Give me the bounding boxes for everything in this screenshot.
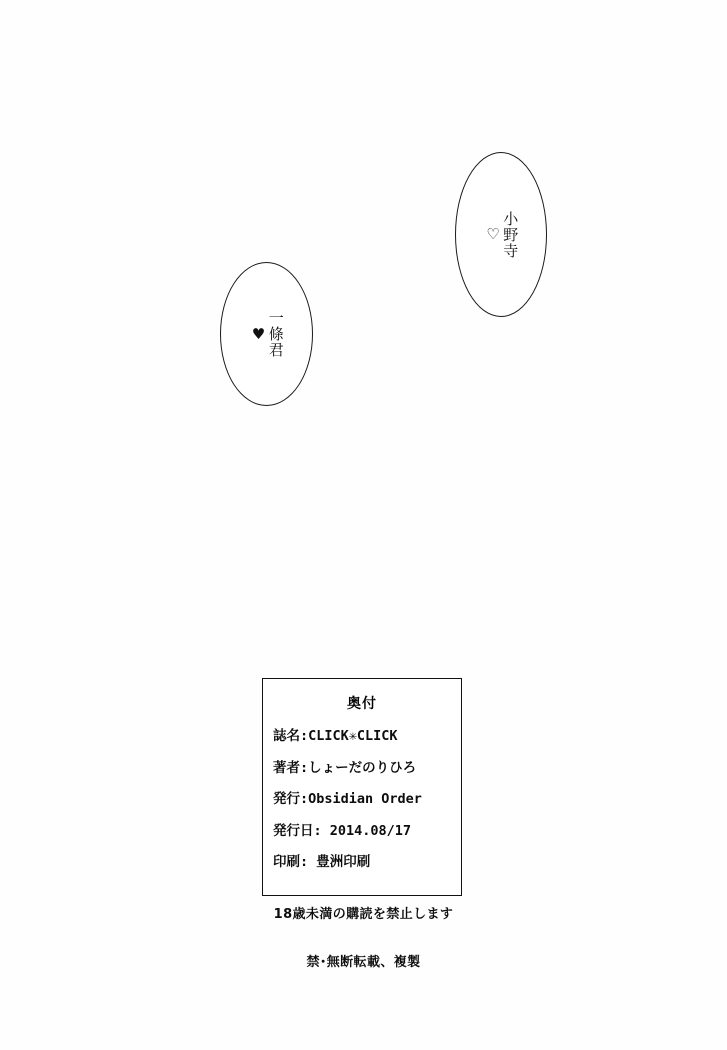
colophon-line-publisher: 発行:Obsidian Order bbox=[273, 791, 422, 807]
speech-bubble-ichijou bbox=[220, 262, 313, 406]
speech-bubble-ichijou-text: 一條君 ♥ bbox=[249, 310, 285, 358]
age-restriction-notice: 18歳未満の購読を禁止します bbox=[273, 907, 454, 922]
speech-bubble-onodera bbox=[455, 152, 547, 317]
copyright-notice: 禁･無断転載、複製 bbox=[306, 955, 421, 970]
colophon-line-publish-date: 発行日: 2014.08/17 bbox=[273, 822, 412, 839]
colophon-title: 奥付 bbox=[347, 696, 377, 712]
colophon-line-list bbox=[263, 730, 461, 870]
colophon-line-author: 著者:しょーだのりひろ bbox=[273, 759, 417, 776]
colophon-line-printer: 印刷: 豊洲印刷 bbox=[273, 854, 371, 870]
colophon-line-magazine-name: 誌名:CLICK✳CLICK bbox=[273, 728, 398, 744]
colophon-box bbox=[262, 678, 462, 896]
speech-bubble-onodera-text: 小野寺 ♡ bbox=[484, 210, 520, 259]
